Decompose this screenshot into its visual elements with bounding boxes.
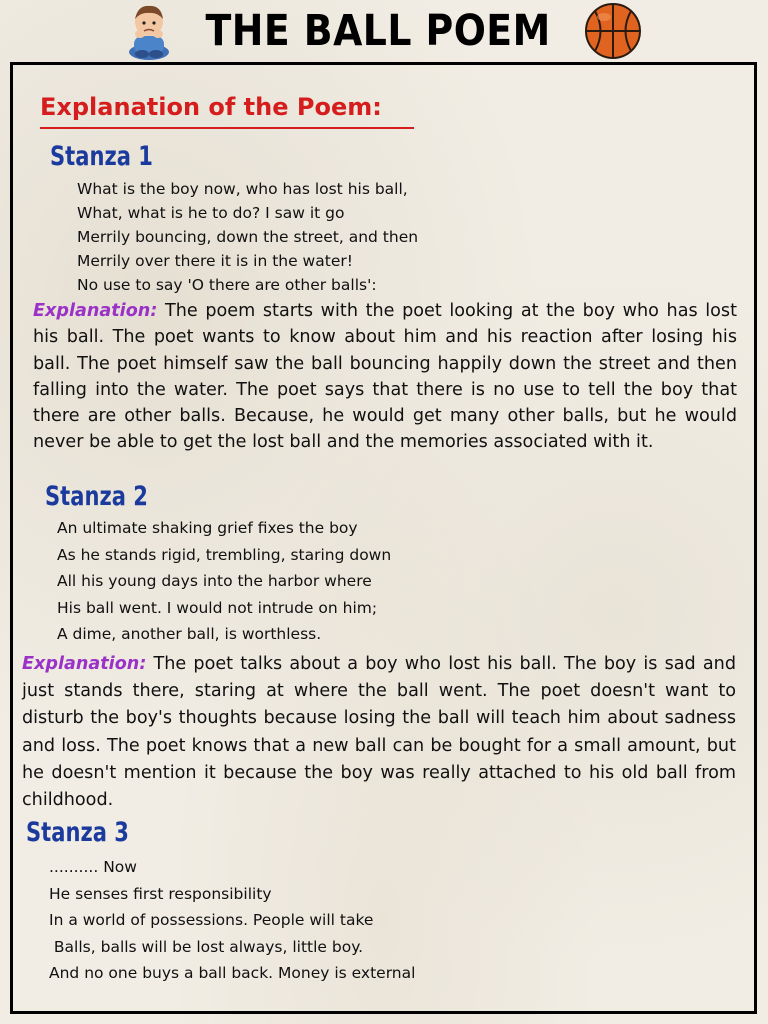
sad-boy-icon: [126, 2, 172, 60]
stanza-3-lines: [49, 854, 415, 987]
explanation-text: The poem starts with the poet looking at the boy who has lost his ball. The poet wants to know about him and his reaction after losing his ball. The poet himself saw the ball bouncing happily down the street and then falling into the water. The poet says that there is no use to tell the boy that there are other balls. Because, he would get many other balls, but he would never be able to get the lost ball and the memories associated with it.: [33, 301, 738, 453]
poem-line: His ball went. I would not intrude on him;: [57, 598, 378, 617]
poem-line: As he stands rigid, trembling, staring down: [57, 545, 392, 564]
content-frame: [10, 62, 757, 1014]
section-heading: Explanation of the Poem:: [40, 93, 382, 121]
stanza-2-lines: [57, 515, 391, 648]
poem-line: .......... Now: [49, 858, 137, 876]
poem-line: An ultimate shaking grief fixes the boy: [57, 519, 358, 537]
poem-line: And no one buys a ball back. Money is external: [49, 964, 416, 982]
explanation-label: Explanation:: [22, 654, 147, 674]
poem-line: What, what is he to do? I saw it go: [77, 204, 345, 222]
poem-line: He senses first responsibility: [49, 884, 272, 903]
page-title: THE BALL POEM: [205, 6, 551, 56]
page-header: [0, 0, 768, 62]
stanza-1-explanation: [33, 298, 737, 456]
poem-line: A dime, another ball, is worthless.: [57, 625, 322, 643]
explanation-text: The poet talks about a boy who lost his ball. The boy is sad and just stands there, staring at where the ball went. The poet doesn't want to disturb the boy's thoughts because losing the ball will teach him about sadness and loss. The poet knows that a new ball can be bought for a small amount, but he doesn't mention it because the boy was really attached to his old ball from childhood.: [22, 654, 736, 811]
poem-line: Merrily over there it is in the water!: [77, 252, 353, 270]
basketball-icon: [584, 2, 642, 60]
explanation-label: Explanation:: [33, 301, 158, 321]
poem-line: Merrily bouncing, down the street, and then: [77, 228, 419, 246]
poem-line: Balls, balls will be lost always, little boy.: [49, 937, 364, 956]
poem-line: No use to say 'O there are other balls':: [77, 276, 377, 294]
stanza-1-lines: [77, 177, 418, 297]
poem-line: In a world of possessions. People will take: [49, 911, 374, 929]
poem-line: What is the boy now, who has lost his ball,: [77, 180, 408, 198]
stanza-1-title: Stanza 1: [50, 141, 153, 172]
stanza-2-title: Stanza 2: [45, 481, 148, 512]
stanza-2-explanation: [22, 651, 736, 814]
poem-line: All his young days into the harbor where: [57, 572, 372, 590]
heading-underline: [40, 127, 414, 129]
stanza-3-title: Stanza 3: [26, 817, 129, 848]
